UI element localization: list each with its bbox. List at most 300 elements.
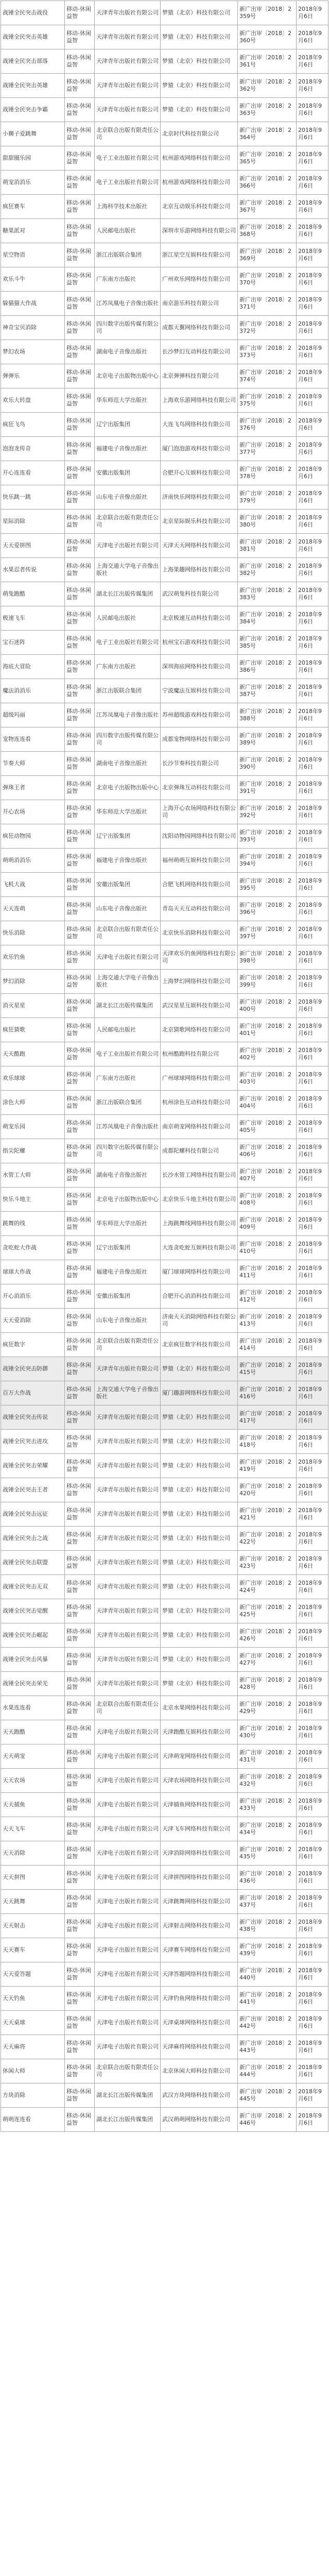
table-row	[1, 921, 328, 945]
approval-date-cell: 2018年9月6日	[297, 1115, 328, 1139]
game-name-cell: 小狮子爱跳舞	[1, 122, 65, 146]
game-name-cell: 战锤全民突击联盟	[1, 1551, 65, 1575]
approval-number-cell: 新广出审〔2018〕2432号	[238, 1769, 297, 1793]
approval-number-cell: 新广出审〔2018〕2359号	[238, 1, 297, 25]
game-type-cell: 移动-休闲益智	[65, 1502, 95, 1527]
publisher-cell: 北京联合出版有限责任公司	[95, 921, 161, 945]
approval-date-cell: 2018年9月6日	[297, 945, 328, 970]
game-name-cell: 战锤全民突击部落	[1, 49, 65, 74]
operator-cell: 梦猿（北京）科技有限公司	[161, 1430, 238, 1454]
game-name-cell: 水果连连看	[1, 1696, 65, 1720]
game-name-cell: 天天捕鱼	[1, 1793, 65, 1817]
approval-number-cell: 新广出审〔2018〕2373号	[238, 340, 297, 364]
approval-number-cell: 新广出审〔2018〕2423号	[238, 1551, 297, 1575]
operator-cell: 天津捕鱼网络科技有限公司	[161, 1793, 238, 1817]
approval-date-cell: 2018年9月6日	[297, 1454, 328, 1478]
game-name-cell: 战锤全民突击荣耀	[1, 1454, 65, 1478]
game-type-cell: 移动-休闲益智	[65, 49, 95, 74]
approval-date-cell: 2018年9月6日	[297, 1260, 328, 1284]
game-type-cell: 移动-休闲益智	[65, 1890, 95, 1914]
operator-cell: 深圳海底网络科技有限公司	[161, 655, 238, 679]
game-type-cell: 移动-休闲益智	[65, 219, 95, 243]
game-type-cell: 移动-休闲益智	[65, 1962, 95, 1987]
table-row	[1, 1502, 328, 1527]
operator-cell: 天津萌宠网络科技有限公司	[161, 1744, 238, 1769]
publisher-cell: 电子工业出版社有限公司	[95, 631, 161, 655]
operator-cell: 天津跳舞网络科技有限公司	[161, 1890, 238, 1914]
approval-number-cell: 新广出审〔2018〕2391号	[238, 776, 297, 800]
publisher-cell: 上海交通大学电子音像出版社	[95, 558, 161, 582]
game-name-cell: 球球大作战	[1, 1260, 65, 1284]
publisher-cell: 上海交通大学电子音像出版社	[95, 970, 161, 994]
operator-cell: 北京极速互动科技有限公司	[161, 606, 238, 631]
operator-cell: 北京星际娱乐科技有限公司	[161, 510, 238, 534]
publisher-cell: 福建电子音像出版社	[95, 1260, 161, 1284]
table-row	[1, 534, 328, 558]
game-name-cell: 弹弹乐	[1, 364, 65, 388]
publisher-cell: 天津青年出版社有限公司	[95, 1502, 161, 1527]
operator-cell: 广州欢乐网络科技有限公司	[161, 267, 238, 292]
game-name-cell: 战锤全民突击远征	[1, 1502, 65, 1527]
operator-cell: 武汉方块网络科技有限公司	[161, 2083, 238, 2108]
operator-cell: 浙江星空互娱科技有限公司	[161, 243, 238, 267]
publisher-cell: 天津青年出版社有限公司	[95, 1648, 161, 1672]
approval-date-cell: 2018年9月6日	[297, 970, 328, 994]
approval-date-cell: 2018年9月6日	[297, 1696, 328, 1720]
table-row	[1, 727, 328, 752]
game-name-cell: 宝石迷阵	[1, 631, 65, 655]
approval-date-cell: 2018年9月6日	[297, 413, 328, 437]
operator-cell: 天津钓鱼网络科技有限公司	[161, 1987, 238, 2011]
approval-date-cell: 2018年9月6日	[297, 1381, 328, 1405]
operator-cell: 长沙梦幻互动科技有限公司	[161, 340, 238, 364]
approval-number-cell: 新广出审〔2018〕2380号	[238, 510, 297, 534]
table-row	[1, 1188, 328, 1212]
game-type-cell: 移动-休闲益智	[65, 1817, 95, 1841]
operator-cell: 天津麻将网络科技有限公司	[161, 2035, 238, 2059]
publisher-cell: 北京电子出版物出版中心	[95, 776, 161, 800]
game-name-cell: 天天酷跑	[1, 1042, 65, 1066]
game-type-cell: 移动-休闲益智	[65, 1018, 95, 1042]
table-row	[1, 1696, 328, 1720]
game-type-cell: 移动-休闲益智	[65, 752, 95, 776]
game-name-cell: 萌萌连连看	[1, 2108, 65, 2132]
publisher-cell: 湖南电子音像出版社	[95, 752, 161, 776]
game-type-cell: 移动-休闲益智	[65, 1672, 95, 1696]
publisher-cell: 天津电子出版社有限公司	[95, 1962, 161, 1987]
game-name-cell: 天天跑酷	[1, 1720, 65, 1744]
approval-date-cell: 2018年9月6日	[297, 1018, 328, 1042]
approval-date-cell: 2018年9月6日	[297, 1623, 328, 1648]
game-name-cell: 星际消除	[1, 510, 65, 534]
game-type-cell: 移动-休闲益智	[65, 849, 95, 873]
approval-date-cell: 2018年9月6日	[297, 1962, 328, 1987]
approval-number-cell: 新广出审〔2018〕2438号	[238, 1914, 297, 1938]
approval-number-cell: 新广出审〔2018〕2363号	[238, 98, 297, 122]
operator-cell: 天津射击网络科技有限公司	[161, 1914, 238, 1938]
approval-number-cell: 新广出审〔2018〕2431号	[238, 1744, 297, 1769]
operator-cell: 大连贪吃蛇互娱科技有限公司	[161, 1236, 238, 1260]
game-name-cell: 欢乐斗牛	[1, 267, 65, 292]
operator-cell: 梦猿（北京）科技有限公司	[161, 98, 238, 122]
approval-date-cell: 2018年9月6日	[297, 1405, 328, 1430]
table-row	[1, 243, 328, 267]
approval-date-cell: 2018年9月6日	[297, 1575, 328, 1599]
game-type-cell: 移动-休闲益智	[65, 1381, 95, 1405]
operator-cell: 杭州酷跑科技有限公司	[161, 1042, 238, 1066]
game-type-cell: 移动-休闲益智	[65, 171, 95, 195]
table-row	[1, 897, 328, 921]
table-row	[1, 1260, 328, 1284]
game-name-cell: 天天萌宠	[1, 1744, 65, 1769]
table-row	[1, 1284, 328, 1309]
operator-cell: 上海开心农场网络科技有限公司	[161, 800, 238, 824]
publisher-cell: 山东电子音像出版社	[95, 897, 161, 921]
game-type-cell: 移动-休闲益智	[65, 1430, 95, 1454]
approval-date-cell: 2018年9月6日	[297, 1139, 328, 1163]
operator-cell: 北京弹珠互动科技有限公司	[161, 776, 238, 800]
publisher-cell: 湖北长江出版传媒集团	[95, 994, 161, 1018]
approval-date-cell: 2018年9月6日	[297, 1648, 328, 1672]
operator-cell: 北京快乐消除科技有限公司	[161, 921, 238, 945]
table-row	[1, 219, 328, 243]
publisher-cell: 电子工业出版社有限公司	[95, 171, 161, 195]
publisher-cell: 天津青年出版社有限公司	[95, 1478, 161, 1502]
approval-date-cell: 2018年9月6日	[297, 1284, 328, 1309]
publisher-cell: 天津电子出版社有限公司	[95, 1744, 161, 1769]
game-type-cell: 移动-休闲益智	[65, 800, 95, 824]
approval-date-cell: 2018年9月6日	[297, 2035, 328, 2059]
operator-cell: 天津消除网络科技有限公司	[161, 1841, 238, 1866]
game-name-cell: 战锤全民突击防御	[1, 1357, 65, 1381]
publisher-cell: 上海交通大学电子音像出版社	[95, 1381, 161, 1405]
table-row	[1, 970, 328, 994]
publisher-cell: 辽宁出版集团	[95, 1236, 161, 1260]
approval-date-cell: 2018年9月6日	[297, 195, 328, 219]
game-type-cell: 移动-休闲益智	[65, 1454, 95, 1478]
approval-number-cell: 新广出审〔2018〕2378号	[238, 461, 297, 485]
approval-number-cell: 新广出审〔2018〕2442号	[238, 2011, 297, 2035]
game-name-cell: 战锤全民突击英雄	[1, 74, 65, 98]
approval-number-cell: 新广出审〔2018〕2437号	[238, 1890, 297, 1914]
approval-number-cell: 新广出审〔2018〕2439号	[238, 1938, 297, 1962]
table-row	[1, 1720, 328, 1744]
table-row	[1, 267, 328, 292]
operator-cell: 天津拼图网络科技有限公司	[161, 1866, 238, 1890]
operator-cell: 天津天天网络科技有限公司	[161, 534, 238, 558]
approval-number-cell: 新广出审〔2018〕2424号	[238, 1575, 297, 1599]
game-type-cell: 移动-休闲益智	[65, 703, 95, 727]
game-name-cell: 战锤全民突击荣光	[1, 1672, 65, 1696]
table-row	[1, 2083, 328, 2108]
publisher-cell: 天津青年出版社有限公司	[95, 1357, 161, 1381]
publisher-cell: 四川数字出版传媒有限公司	[95, 1139, 161, 1163]
approval-date-cell: 2018年9月6日	[297, 679, 328, 703]
operator-cell: 北京水果网络科技有限公司	[161, 1696, 238, 1720]
game-name-cell: 疯狂数字	[1, 1333, 65, 1357]
approval-date-cell: 2018年9月6日	[297, 1502, 328, 1527]
game-type-cell: 移动-休闲益智	[65, 1841, 95, 1866]
approval-number-cell: 新广出审〔2018〕2429号	[238, 1696, 297, 1720]
publisher-cell: 天津青年出版社有限公司	[95, 1, 161, 25]
table-row	[1, 2035, 328, 2059]
game-name-cell: 飞机大战	[1, 873, 65, 897]
table-row	[1, 1623, 328, 1648]
game-name-cell: 天天钓鱼	[1, 1987, 65, 2011]
publisher-cell: 福建电子音像出版社	[95, 849, 161, 873]
game-type-cell: 移动-休闲益智	[65, 970, 95, 994]
approval-number-cell: 新广出审〔2018〕2399号	[238, 970, 297, 994]
game-name-cell: 泡泡龙传奇	[1, 437, 65, 461]
game-name-cell: 梦幻农场	[1, 340, 65, 364]
approval-date-cell: 2018年9月6日	[297, 1938, 328, 1962]
table-row	[1, 776, 328, 800]
operator-cell: 梦猿（北京）科技有限公司	[161, 1623, 238, 1648]
table-row	[1, 122, 328, 146]
game-type-cell: 移动-休闲益智	[65, 195, 95, 219]
game-name-cell: 欢乐大转盘	[1, 388, 65, 413]
game-name-cell: 天天爱答题	[1, 1962, 65, 1987]
table-row	[1, 1648, 328, 1672]
approval-number-cell: 新广出审〔2018〕2375号	[238, 388, 297, 413]
approval-date-cell: 2018年9月6日	[297, 1987, 328, 2011]
approval-number-cell: 新广出审〔2018〕2403号	[238, 1066, 297, 1091]
approval-number-cell: 新广出审〔2018〕2409号	[238, 1212, 297, 1236]
approval-number-cell: 新广出审〔2018〕2414号	[238, 1333, 297, 1357]
operator-cell: 梦猿（北京）科技有限公司	[161, 1648, 238, 1672]
approval-number-cell: 新广出审〔2018〕2383号	[238, 582, 297, 606]
game-name-cell: 开心消消乐	[1, 1284, 65, 1309]
game-type-cell: 移动-休闲益智	[65, 146, 95, 171]
game-type-cell: 移动-休闲益智	[65, 1188, 95, 1212]
game-name-cell: 超级玛丽	[1, 703, 65, 727]
approval-date-cell: 2018年9月6日	[297, 897, 328, 921]
game-type-cell: 移动-休闲益智	[65, 413, 95, 437]
approval-date-cell: 2018年9月6日	[297, 1890, 328, 1914]
publisher-cell: 天津电子出版社有限公司	[95, 2011, 161, 2035]
operator-cell: 苏州超级游戏科技有限公司	[161, 703, 238, 727]
approval-number-cell: 新广出审〔2018〕2441号	[238, 1987, 297, 2011]
table-row	[1, 146, 328, 171]
approval-date-cell: 2018年9月6日	[297, 994, 328, 1018]
approval-number-cell: 新广出审〔2018〕2361号	[238, 49, 297, 74]
approval-number-cell: 新广出审〔2018〕2407号	[238, 1163, 297, 1188]
publisher-cell: 华东师范大学出版社	[95, 800, 161, 824]
table-row	[1, 1357, 328, 1381]
operator-cell: 天津欢乐钓鱼网络科技有限公司	[161, 945, 238, 970]
approval-number-cell: 新广出审〔2018〕2430号	[238, 1720, 297, 1744]
game-type-cell: 移动-休闲益智	[65, 510, 95, 534]
game-type-cell: 移动-休闲益智	[65, 340, 95, 364]
publisher-cell: 湖北长江出版传媒集团	[95, 2083, 161, 2108]
table-row	[1, 1430, 328, 1454]
game-type-cell: 移动-休闲益智	[65, 1091, 95, 1115]
operator-cell: 杭州涂色互动科技有限公司	[161, 1091, 238, 1115]
game-name-cell: 海底大冒险	[1, 655, 65, 679]
publisher-cell: 北京电子出版物出版中心	[95, 1188, 161, 1212]
game-name-cell: 方块消除	[1, 2083, 65, 2108]
game-type-cell: 移动-休闲益智	[65, 945, 95, 970]
operator-cell: 南京萌宠网络科技有限公司	[161, 1115, 238, 1139]
publisher-cell: 天津青年出版社有限公司	[95, 1527, 161, 1551]
publisher-cell: 北京联合出版有限责任公司	[95, 1333, 161, 1357]
game-name-cell: 弹珠王者	[1, 776, 65, 800]
table-row	[1, 1454, 328, 1478]
approval-date-cell: 2018年9月6日	[297, 146, 328, 171]
approval-date-cell: 2018年9月6日	[297, 364, 328, 388]
game-name-cell: 萌宠乐园	[1, 1115, 65, 1139]
game-name-cell: 指尖陀螺	[1, 1139, 65, 1163]
game-type-cell: 移动-休闲益智	[65, 1357, 95, 1381]
publisher-cell: 福建电子音像出版社	[95, 437, 161, 461]
game-type-cell: 移动-休闲益智	[65, 1938, 95, 1962]
publisher-cell: 天津电子出版社有限公司	[95, 1793, 161, 1817]
approval-number-cell: 新广出审〔2018〕2377号	[238, 437, 297, 461]
operator-cell: 厦门球球网络科技有限公司	[161, 1260, 238, 1284]
operator-cell: 北京休闲大师科技有限公司	[161, 2059, 238, 2083]
approval-number-cell: 新广出审〔2018〕2420号	[238, 1478, 297, 1502]
approval-date-cell: 2018年9月6日	[297, 122, 328, 146]
game-name-cell: 欢乐球球	[1, 1066, 65, 1091]
game-type-cell: 移动-休闲益智	[65, 2011, 95, 2035]
game-type-cell: 移动-休闲益智	[65, 1648, 95, 1672]
operator-cell: 长沙节奏科技有限公司	[161, 752, 238, 776]
approval-number-cell: 新广出审〔2018〕2365号	[238, 146, 297, 171]
game-name-cell: 天天桌球	[1, 2011, 65, 2035]
approval-document	[1, 1, 328, 2132]
game-name-cell: 开心连连看	[1, 461, 65, 485]
table-row	[1, 413, 328, 437]
publisher-cell: 天津青年出版社有限公司	[95, 25, 161, 49]
operator-cell: 梦猿（北京）科技有限公司	[161, 1, 238, 25]
operator-cell: 武汉萌萌网络科技有限公司	[161, 2108, 238, 2132]
operator-cell: 沈阳动物园网络科技有限公司	[161, 824, 238, 849]
approval-date-cell: 2018年9月6日	[297, 388, 328, 413]
approval-date-cell: 2018年9月6日	[297, 1212, 328, 1236]
publisher-cell: 天津电子出版社有限公司	[95, 1720, 161, 1744]
table-row	[1, 1405, 328, 1430]
operator-cell: 宁波魔法互娱科技有限公司	[161, 679, 238, 703]
table-row	[1, 1212, 328, 1236]
table-row	[1, 1817, 328, 1841]
publisher-cell: 江苏凤凰电子音像出版社	[95, 292, 161, 316]
operator-cell: 合肥开心消消科技有限公司	[161, 1284, 238, 1309]
approval-number-cell: 新广出审〔2018〕2427号	[238, 1648, 297, 1672]
approval-date-cell: 2018年9月6日	[297, 1527, 328, 1551]
game-type-cell: 移动-休闲益智	[65, 1115, 95, 1139]
approval-number-cell: 新广出审〔2018〕2372号	[238, 316, 297, 340]
game-type-cell: 移动-休闲益智	[65, 558, 95, 582]
table-row	[1, 49, 328, 74]
game-type-cell: 移动-休闲益智	[65, 1, 95, 25]
table-row	[1, 340, 328, 364]
approval-date-cell: 2018年9月6日	[297, 2059, 328, 2083]
table-row	[1, 558, 328, 582]
game-name-cell: 天天射击	[1, 1914, 65, 1938]
approval-number-cell: 新广出审〔2018〕2419号	[238, 1454, 297, 1478]
approval-date-cell: 2018年9月6日	[297, 703, 328, 727]
operator-cell: 成都天翼网络科技有限公司	[161, 316, 238, 340]
approval-date-cell: 2018年9月6日	[297, 1744, 328, 1769]
operator-cell: 梦猿（北京）科技有限公司	[161, 1357, 238, 1381]
approval-number-cell: 新广出审〔2018〕2386号	[238, 655, 297, 679]
publisher-cell: 安徽出版集团	[95, 461, 161, 485]
publisher-cell: 电子工业出版社有限公司	[95, 146, 161, 171]
game-type-cell: 移动-休闲益智	[65, 776, 95, 800]
table-row	[1, 1091, 328, 1115]
game-type-cell: 移动-休闲益智	[65, 1309, 95, 1333]
approval-number-cell: 新广出审〔2018〕2421号	[238, 1502, 297, 1527]
approval-number-cell: 新广出审〔2018〕2384号	[238, 606, 297, 631]
approval-date-cell: 2018年9月6日	[297, 1672, 328, 1696]
operator-cell: 上海跳舞线网络科技有限公司	[161, 1212, 238, 1236]
operator-cell: 梦猿（北京）科技有限公司	[161, 1502, 238, 1527]
approval-table-body	[1, 1, 328, 2132]
publisher-cell: 天津电子出版社有限公司	[95, 1890, 161, 1914]
approval-date-cell: 2018年9月6日	[297, 485, 328, 510]
game-type-cell: 移动-休闲益智	[65, 1333, 95, 1357]
approval-date-cell: 2018年9月6日	[297, 1, 328, 25]
table-row	[1, 1769, 328, 1793]
publisher-cell: 北京联合出版有限责任公司	[95, 510, 161, 534]
table-row	[1, 195, 328, 219]
game-type-cell: 移动-休闲益智	[65, 1236, 95, 1260]
game-name-cell: 快乐斗地主	[1, 1188, 65, 1212]
operator-cell: 济南快乐网络科技有限公司	[161, 485, 238, 510]
table-row	[1, 2108, 328, 2132]
game-name-cell: 疯狂猜歌	[1, 1018, 65, 1042]
game-type-cell: 移动-休闲益智	[65, 1599, 95, 1623]
operator-cell: 梦猿（北京）科技有限公司	[161, 1454, 238, 1478]
game-name-cell: 战锤全民突击传说	[1, 1405, 65, 1430]
game-type-cell: 移动-休闲益智	[65, 1914, 95, 1938]
table-row	[1, 2011, 328, 2035]
table-row	[1, 849, 328, 873]
publisher-cell: 天津电子出版社有限公司	[95, 1769, 161, 1793]
approval-date-cell: 2018年9月6日	[297, 1720, 328, 1744]
approval-date-cell: 2018年9月6日	[297, 2083, 328, 2108]
game-name-cell: 疯狂赛车	[1, 195, 65, 219]
table-row	[1, 1478, 328, 1502]
table-row	[1, 800, 328, 824]
game-name-cell: 天天连萌	[1, 897, 65, 921]
operator-cell: 梦猿（北京）科技有限公司	[161, 1599, 238, 1623]
game-type-cell: 移动-休闲益智	[65, 1575, 95, 1599]
publisher-cell: 浙江出版联合集团	[95, 679, 161, 703]
approval-number-cell: 新广出审〔2018〕2395号	[238, 873, 297, 897]
table-row	[1, 461, 328, 485]
table-row	[1, 1841, 328, 1866]
publisher-cell: 天津电子出版社有限公司	[95, 1866, 161, 1890]
publisher-cell: 天津青年出版社有限公司	[95, 1430, 161, 1454]
approval-number-cell: 新广出审〔2018〕2382号	[238, 558, 297, 582]
publisher-cell: 电子工业出版社有限公司	[95, 1042, 161, 1066]
publisher-cell: 湖南电子音像出版社	[95, 1163, 161, 1188]
table-row	[1, 437, 328, 461]
approval-date-cell: 2018年9月6日	[297, 1551, 328, 1575]
operator-cell: 合肥开心互娱科技有限公司	[161, 461, 238, 485]
game-type-cell: 移动-休闲益智	[65, 2059, 95, 2083]
game-type-cell: 移动-休闲益智	[65, 534, 95, 558]
game-name-cell: 战锤全民突击进攻	[1, 1430, 65, 1454]
approval-number-cell: 新广出审〔2018〕2445号	[238, 2083, 297, 2108]
game-type-cell: 移动-休闲益智	[65, 994, 95, 1018]
game-name-cell: 萌兔跑酷	[1, 582, 65, 606]
table-row	[1, 1962, 328, 1987]
game-type-cell: 移动-休闲益智	[65, 1866, 95, 1890]
publisher-cell: 天津青年出版社有限公司	[95, 98, 161, 122]
game-name-cell: 天天赛车	[1, 1938, 65, 1962]
